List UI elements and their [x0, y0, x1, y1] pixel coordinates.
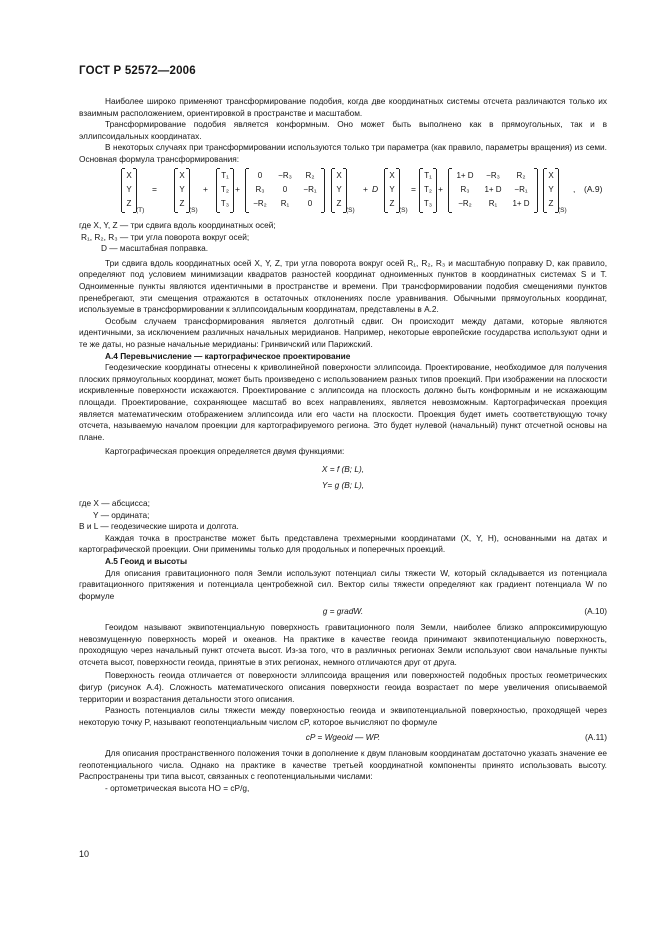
- document-header-title: ГОСТ Р 52572—2006: [79, 65, 196, 77]
- matrix-cell: X: [179, 171, 185, 180]
- equation-number: (A.11): [585, 732, 607, 743]
- comma: ,: [573, 184, 576, 194]
- equation-a10: [79, 606, 607, 618]
- paragraph: Каждая точка в пространстве может быть представлена трехмерными координатами (X, Y, H), основанными на датах и картографической проекции. Они применимы только для продольных и поперечных проекций.: [79, 532, 607, 555]
- paragraph: В некоторых случаях при трансформировании используются только три параметра (как правило, параметры вращения) из семи. Основная формула трансформирования:: [79, 142, 607, 164]
- definition-line: Y — ордината;: [93, 509, 150, 520]
- definition-line: где X — абсцисса;: [79, 498, 150, 509]
- paragraph: Геодезические координаты отнесены к криволинейной поверхности эллипсоида. Проектирование, необходимое для получения плоских прямоугольных координат, может быть произведено с использованием разных типов проекций. При изображении на плоскости искривленные поверхности искажаются. Проектирование с эллипсоида на плоскость должно быть конформным и не искажающим площади. Проектирование, сохраняющее масштаб во всех направлениях, является невозможным. Картографическая проекция является математическим отображением эллипсоида или его части на плоскости. Проекция будет иметь соответствующую точку отсчета, называемую началом проекции для картографируемого региона. Это будет нулевой (начальный) пункт отсчетной основы на плане.: [79, 362, 607, 442]
- matrix-cell: 0: [282, 185, 288, 194]
- matrix-cell: 1+ D: [456, 171, 474, 180]
- matrix-cell: R₂: [305, 171, 315, 180]
- paragraph: Для описания пространственного положения точки в дополнение к двум плановым координатам достаточно указать значение ее геопотенциального числа. Однако на практике в качестве третьей координатной компоненты принято использовать высоту. Распространены три типа высот, связанных с геопотенциальными числами:: [79, 747, 607, 782]
- definition-line: D — масштабная поправка.: [101, 243, 209, 254]
- matrix-vector-t: [121, 169, 137, 212]
- subscript: (S): [558, 207, 567, 214]
- matrix-cell: T₁: [221, 171, 229, 180]
- paragraph: Три сдвига вдоль координатных осей X, Y, Z, три угла поворота вокруг осей R₁, R₂, R₃ и масштабную поправку D, как правило, определяют под условием минимизации квадратов разностей координат одноименных пунктов в координатных системах S и T. Одноименные пункты являются идентичными в пространстве и времени. При трансформировании подобия смещениями пунктов пренебрегают, эти смещения отражаются в остаточных отклонениях после уравнивания. Обычными прямоугольных координат, используемые в трансформировании к эллипсоидальным координатам, представлены в А.2.: [79, 257, 607, 315]
- matrix-cell: Z: [179, 199, 185, 208]
- paragraph: Картографическая проекция определяется двумя функциями:: [105, 446, 345, 457]
- matrix-cell: 0: [257, 171, 263, 180]
- formula-a9: [79, 165, 607, 217]
- plus-sign: +: [363, 184, 368, 194]
- matrix-cell: 1+ D: [512, 199, 530, 208]
- equation-number: (A.10): [584, 606, 607, 617]
- matrix-rotation-scale: [448, 169, 538, 212]
- equation-number: (A.9): [584, 184, 603, 194]
- definition-line: R₁, R₂, R₃ — три угла поворота вокруг осей;: [81, 231, 250, 242]
- matrix-cell: −R₂: [253, 199, 267, 208]
- section-heading-a4: А.4 Перевычисление — картографическое проектирование: [105, 350, 351, 361]
- matrix-cell: R₃: [460, 185, 470, 194]
- paragraph: Наиболее широко применяют трансформирование подобия, когда две координатных системы отсчета различаются только их взаимным расположением, ориентировкой в пространстве и масштабом.: [79, 96, 607, 118]
- matrix-cell: −R₃: [486, 171, 500, 180]
- matrix-cell: X: [389, 171, 395, 180]
- matrix-cell: T₁: [424, 171, 432, 180]
- matrix-cell: T₃: [423, 199, 433, 208]
- matrix-vector-s: [174, 169, 190, 212]
- definition-line: B и L — геодезические широта и долгота.: [79, 521, 239, 532]
- matrix-cell: T₃: [220, 199, 230, 208]
- matrix-cell: Z: [389, 199, 395, 208]
- matrix-cell: X: [336, 171, 342, 180]
- matrix-cell: 0: [307, 199, 313, 208]
- matrix-cell: Z: [548, 199, 554, 208]
- matrix-cell: Z: [336, 199, 342, 208]
- matrix-rotation: [245, 169, 325, 212]
- paragraph: Особым случаем трансформирования является долготный сдвиг. Он происходит между датами, которые являются идентичными, за исключением различных начальных меридианов. Например, некоторые европейские государства используют одни и те же даты, но разные начальные меридианы: Гринвичский или Парижский.: [79, 315, 607, 349]
- list-item: - ортометрическая высота HO = cP/g,: [105, 782, 250, 793]
- matrix-cell: R₂: [516, 171, 526, 180]
- matrix-cell: R₃: [255, 185, 265, 194]
- equation-a11: [79, 732, 607, 744]
- matrix-cell: 1+ D: [484, 185, 502, 194]
- paragraph: Геоидом называют эквипотенциальную поверхность гравитационного поля Земли, наиболее близко аппроксимирующую невозмущенную поверхность морей и океанов. На практике в качестве геоида принимают эквипотенциальную поверхность, проходящую через начальный пункт отсчета высот. Из-за того, что в различных регионах Земли используют свои начальные пункты отсчета высот, поверхности геоида, принятые в этих регионах, немного отличаются друг от друга.: [79, 622, 607, 667]
- matrix-cell: −R₂: [458, 199, 472, 208]
- equation-x: X = f (B; L),: [321, 463, 365, 474]
- matrix-cell: T₂: [221, 185, 229, 194]
- matrix-cell: R₁: [488, 199, 498, 208]
- equation-a11-body: cP = Wgeoid — WP.: [305, 732, 381, 743]
- matrix-cell: Y: [336, 185, 342, 194]
- matrix-vector-s: [543, 169, 559, 212]
- matrix-cell: X: [548, 171, 554, 180]
- matrix-cell: Y: [179, 185, 185, 194]
- matrix-vector-s: [331, 169, 347, 212]
- matrix-cell: T₂: [424, 185, 432, 194]
- plus-sign: +: [203, 184, 208, 194]
- page-number: 10: [79, 849, 90, 859]
- matrix-translation: [216, 169, 234, 212]
- subscript: (S): [189, 207, 198, 214]
- matrix-cell: Y: [389, 185, 395, 194]
- matrix-cell: R₁: [280, 199, 290, 208]
- plus-sign: +: [438, 184, 443, 194]
- section-heading-a5: А.5 Геоид и высоты: [105, 556, 188, 567]
- text-block-1: [79, 96, 607, 166]
- matrix-cell: X: [126, 171, 132, 180]
- subscript: (S): [399, 207, 408, 214]
- plus-sign: +: [235, 184, 240, 194]
- equals-sign: =: [152, 184, 157, 194]
- matrix-cell: −R₁: [514, 185, 528, 194]
- paragraph: Поверхность геоида отличается от поверхности эллипсоида вращения или поверхностей подобных простых геометрических фигур (рисунок А.4). Сложность математического описания поверхности геоида возрастает по мере увеличения описываемой территории и возрастания детальности этого описания.: [79, 670, 607, 704]
- subscript: (T): [136, 207, 145, 214]
- matrix-cell: Z: [126, 199, 132, 208]
- matrix-cell: Y: [548, 185, 554, 194]
- matrix-translation: [419, 169, 437, 212]
- matrix-vector-s: [384, 169, 400, 212]
- equation-y: Y= g (B; L),: [321, 480, 365, 491]
- subscript: (S): [346, 207, 355, 214]
- paragraph: Для описания гравитационного поля Земли используют потенциал силы тяжести W, который складывается из потенциала гравитационного притяжения и потенциала центробежной сил. Вектор силы тяжести определяют как градиент потенциала W по формуле: [79, 567, 607, 601]
- equation-a10-body: g = gradW.: [322, 606, 364, 617]
- matrix-cell: Y: [126, 185, 132, 194]
- paragraph: Трансформирование подобия является конформным. Оно может быть выполнено как в прямоугольных, так и в эллипсоидальных координатах.: [79, 119, 607, 141]
- equals-sign: =: [411, 184, 416, 194]
- text-block-2: [79, 220, 607, 794]
- definition-line: где X, Y, Z — три сдвига вдоль координатных осей;: [79, 220, 276, 230]
- matrix-cell: −R₃: [278, 171, 292, 180]
- matrix-cell: −R₁: [303, 185, 317, 194]
- paragraph: Разность потенциалов силы тяжести между поверхностью геоида и эквипотенциальной поверхностью, проходящей через некоторую точку P, называют геопотенциальным числом cP, которое вычисляют по формуле: [79, 705, 607, 727]
- scale-symbol: D: [372, 184, 379, 194]
